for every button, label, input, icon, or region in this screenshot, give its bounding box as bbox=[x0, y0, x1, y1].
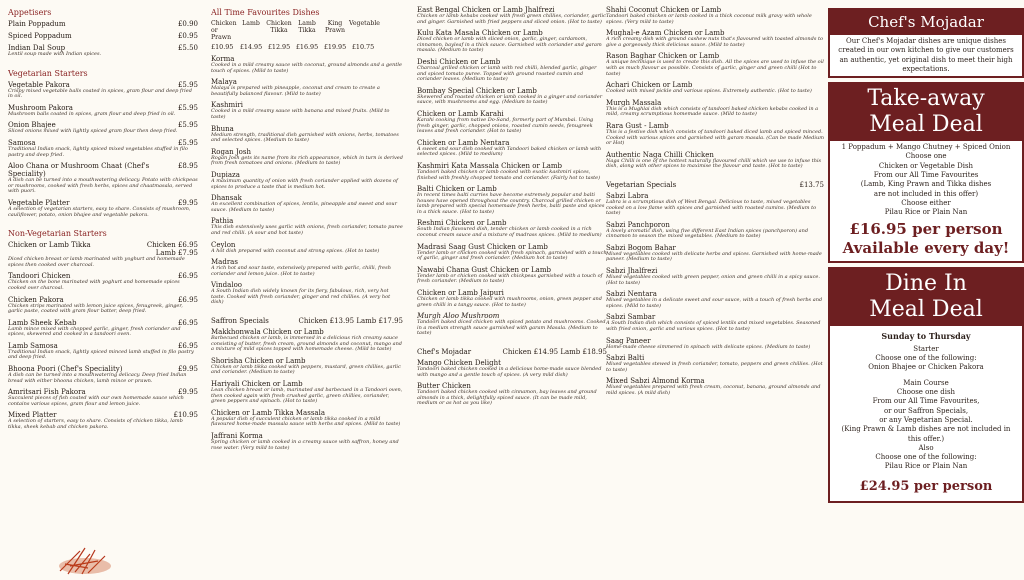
menu-item-name: Rason Baghar Chicken or Lamb bbox=[606, 52, 720, 61]
menu-item-description: Chicken strips marinated with lemon juice spices, fenugreek, ginger, garlic paste, coated with gram flour batter, deep fried. bbox=[8, 302, 183, 315]
price-table-values bbox=[211, 43, 403, 51]
menu-item bbox=[211, 125, 403, 144]
menu-item-name: Reshmi Chicken or Lamb bbox=[417, 219, 507, 228]
menu-item-name: Butter Chicken bbox=[417, 382, 471, 391]
vegsp-title: Vegetarian Specials bbox=[606, 180, 677, 189]
menu-item-price: £9.95 bbox=[177, 388, 198, 397]
menu-item-price: £5.95 bbox=[177, 103, 198, 112]
menu-item-row bbox=[8, 32, 198, 40]
menu-item-description: Lamb mince mixed with chopped garlic, ginger, fresh coriander and spices, skewered and cooked in a tandoori oven. bbox=[8, 325, 181, 338]
menu-item bbox=[211, 171, 403, 190]
deal-line: Main Course bbox=[903, 378, 949, 387]
dinein-days: Sunday to Thursday bbox=[881, 330, 971, 341]
menu-item bbox=[211, 328, 403, 353]
menu-item bbox=[8, 162, 198, 195]
menu-item-name: Chicken or Lamb Karahi bbox=[417, 109, 504, 118]
menu-item-description: A selection of vegetarian starters, easy to share. Consists of mushroom, cauliflower, potato, onion bhajee and vegetable pakora. bbox=[8, 205, 191, 218]
menu-item-description: A South Indian dish which consists of spiced lentils and mixed vegetables. Seasoned with fried onion, garlic and various spices. (Hot to taste) bbox=[606, 320, 821, 333]
menu-item-row bbox=[8, 20, 198, 28]
menu-item-price: £9.95 bbox=[177, 198, 198, 207]
menu-item bbox=[8, 319, 198, 338]
menu-item-name: Onion Bhajee bbox=[8, 121, 56, 130]
menu-item-price: £6.95 bbox=[177, 272, 198, 281]
takeaway-heading bbox=[830, 84, 1022, 141]
price-header: Lamb Tikka bbox=[298, 20, 316, 34]
menu-item-description: Chicken on the bone marinated with yoghurt and homemade spices cooked over charcoal. bbox=[8, 279, 180, 291]
menu-item-description: This is a festive dish which consists of tandoori baked diced lamb and spiced minced. Cooked with various spices and garnished with garam masala. (Can be made Medium or Hot) bbox=[606, 128, 824, 147]
menu-item bbox=[606, 221, 824, 240]
menu-item bbox=[606, 377, 824, 396]
menu-item bbox=[211, 217, 403, 236]
menu-item-name: Aloo Chana or Mushroom Chaat (Chef's Speciality) bbox=[8, 162, 150, 179]
menu-item-name: Chicken or Lamb Tikka Massala bbox=[211, 408, 325, 417]
takeaway-price: £16.95 per person bbox=[849, 219, 1003, 238]
menu-item-description: Lean chicken breast or lamb, marinated and barbecued in a Tandoori oven, then cooked again with fresh crushed garlic, green chillies, coriander, green peppers and spinach. (Hot to taste) bbox=[211, 387, 403, 405]
menu-item-description: A lovely aromatic dish, using five different East Indian spices (panchporon) and cinnamon to season the mixed vegetables. (Medium to taste) bbox=[606, 227, 809, 240]
menu-item bbox=[8, 272, 198, 291]
menu-item-name: Murgh Massala bbox=[606, 98, 662, 107]
deal-line: (King Prawn & Lamb dishes are not included in this offer.) bbox=[841, 425, 1011, 443]
deal-line: are not included in this offer) bbox=[873, 189, 979, 198]
menu-item bbox=[211, 101, 403, 120]
menu-item bbox=[8, 139, 198, 158]
menu-item bbox=[417, 58, 607, 83]
menu-item-name: Plain Poppadum bbox=[8, 20, 66, 28]
menu-item-description: A popular dish of succulent chicken or lamb tikka cooked in a mild flavoured home-made massala sauce with herbs and spices. (Mild to taste) bbox=[211, 415, 401, 428]
menu-item bbox=[8, 296, 198, 315]
menu-item bbox=[417, 29, 607, 54]
menu-item bbox=[8, 20, 198, 28]
section-title-appetisers: Appetisers bbox=[8, 8, 52, 17]
menu-item-name: Vindaloo bbox=[211, 281, 243, 290]
menu-item-name: Sabzi Jhalfrezi bbox=[606, 267, 658, 276]
menu-item-row bbox=[8, 241, 198, 249]
menu-item-name: Authentic Naga Chilli Chicken bbox=[606, 150, 714, 159]
menu-item-name: Mushroom Pakora bbox=[8, 103, 73, 112]
deal-line: Choose one of the following: bbox=[875, 354, 977, 363]
menu-item-description: A maximum quantity of onion with fresh coriander applied with dozens of spices to produce a taste that is medium hot. bbox=[211, 177, 398, 190]
menu-item-description: Tandoori baked chicken or lamb cooked in a thick coconut milk gravy with whole spices. (Very mild to taste) bbox=[606, 13, 812, 25]
menu-item-description: Cooked with mixed pickle and various spices. Extremely authentic. (Hot to taste) bbox=[606, 88, 812, 95]
menu-item-description: Tender lamb or chicken cooked with chickpeas garnished with a touch of fresh coriander. (Medium to taste) bbox=[417, 272, 603, 285]
menu-item-name: Nawabi Chana Gust Chicken or Lamb bbox=[417, 265, 551, 274]
menu-item bbox=[606, 354, 824, 373]
menu-item bbox=[211, 432, 403, 451]
price-value: £19.95 bbox=[323, 43, 347, 51]
dinein-price: £24.95 per person bbox=[859, 478, 993, 494]
menu-item bbox=[211, 78, 403, 97]
price-table-header bbox=[211, 20, 403, 41]
deal-line: Chicken or Vegetable Dish bbox=[878, 161, 974, 170]
menu-item-name: Sabzi Nentara bbox=[606, 290, 657, 299]
menu-item-price: Lamb £7.95 bbox=[155, 249, 198, 258]
deal-line: Choose one bbox=[905, 152, 947, 161]
menu-item-description: Chicken or lamb tikka cooked with peppers, mustard, green chillies, garlic and coriander. (Medium to taste) bbox=[211, 363, 401, 376]
menu-item-name: Indian Dal Soup bbox=[8, 44, 66, 52]
menu-item-description: Sliced onions mixed with lightly spiced gram flour then deep fried. bbox=[8, 128, 178, 135]
menu-item-price: £6.95 bbox=[177, 318, 198, 327]
vegsp-price: £13.75 bbox=[799, 180, 824, 189]
price-header: King Prawn bbox=[324, 20, 346, 34]
menu-item bbox=[606, 151, 824, 170]
saffron-price: Chicken £13.95 Lamb £17.95 bbox=[298, 317, 403, 326]
menu-item-description: Barbecued chicken or lamb, is immersed in a delicious rich creamy sauce consisting of butter, fresh cream, ground almonds and coconut, mango and a mixture of mild spices topped with homemade cheese. (Mild to taste) bbox=[211, 335, 402, 353]
deal-line: Also bbox=[918, 443, 934, 452]
menu-item-description: Diced chicken or lamb with sliced onion, garlic, ginger, cardamom, cinnamon, bayleaf in a thick sauce. Garnished with coriander and garam masala. (Medium to taste) bbox=[417, 36, 602, 54]
menu-item-price: £0.90 bbox=[177, 20, 198, 28]
menu-item bbox=[8, 241, 198, 268]
menu-item-name: Sabzi Balti bbox=[606, 354, 645, 363]
takeaway-lines bbox=[830, 141, 1022, 219]
menu-item-name: East Bengal Chicken or Lamb Jhalfrezi bbox=[417, 6, 555, 14]
dinein-deal-box bbox=[828, 267, 1024, 503]
dinein-title-1: Dine In bbox=[885, 270, 967, 296]
menu-item-description: Naga Chilli is one of the hottest naturally flavoured chilli which we use to infuse this dish, along with other spices to maximise the flavour and taste. (Hot to taste) bbox=[606, 157, 822, 170]
menu-item-price: £5.95 bbox=[177, 138, 198, 147]
menu-item bbox=[211, 357, 403, 376]
menu-item-name: Achari Chicken or Lamb bbox=[606, 81, 693, 90]
dinein-title-2: Meal Deal bbox=[869, 296, 983, 322]
menu-item-description: South Indian flavoured dish, tender chicken or lamb cooked in a rich coconut cream sauce and a mixture of madrass spices. (Mild to medium) bbox=[417, 226, 602, 239]
menu-item-description: In recent times balti curries have become extremely popular and balti houses have opened throughout the country. Charcoal grilled chicken or lamb prepared with special homemade fresh herbs, balti paste and spices in a thick sauce. (Hot to taste) bbox=[417, 192, 605, 215]
deal-line: Onion Bhajee or Chicken Pakora bbox=[868, 363, 984, 372]
menu-item bbox=[606, 192, 824, 217]
menu-item bbox=[606, 313, 824, 332]
menu-item-description: Skewered and roasted chicken or lamb cooked in a ginger and coriander sauce, with mushrooms and egg. (Medium to taste) bbox=[417, 93, 603, 106]
deal-line: or our Saffron Specials, bbox=[883, 406, 969, 415]
menu-item-name: Spiced Poppadum bbox=[8, 32, 72, 40]
deal-line: From our All Time Favourites bbox=[873, 171, 979, 180]
menu-item bbox=[211, 194, 403, 213]
menu-item-name: Sabzi Labra bbox=[606, 191, 649, 200]
section-title-chefs-mojadar bbox=[417, 348, 607, 356]
menu-item-description: Lentil soup made with Indian spices. bbox=[8, 51, 102, 57]
menu-item-price: £9.95 bbox=[177, 365, 198, 374]
menu-item-name: Balti Chicken or Lamb bbox=[417, 185, 497, 194]
price-header: Vegetable bbox=[349, 20, 380, 27]
menu-item-price: £6.95 bbox=[177, 295, 198, 304]
menu-item-price: £6.95 bbox=[177, 341, 198, 350]
chefs-title: Chef's Mojadar bbox=[417, 348, 472, 356]
menu-item-name: Samosa bbox=[8, 138, 36, 147]
menu-item-description: Traditional Indian snack, lightly spiced mixed vegetables stuffed in filo pastry and deep fried. bbox=[8, 145, 188, 158]
menu-item bbox=[211, 380, 403, 405]
menu-item bbox=[606, 267, 824, 286]
menu-item bbox=[606, 81, 824, 95]
menu-item bbox=[417, 219, 607, 238]
menu-item bbox=[417, 6, 607, 25]
menu-item-description: Crispy mixed vegetable balls coated in spices, gram flour and deep fried in oil. bbox=[8, 87, 192, 100]
column-starters bbox=[8, 6, 198, 580]
deal-line: 1 Poppadum + Mango Chutney + Spiced Onion bbox=[841, 143, 1011, 152]
menu-item-name: Mixed Platter bbox=[8, 411, 57, 420]
takeaway-availability: Available every day! bbox=[842, 238, 1010, 257]
menu-item bbox=[606, 29, 824, 48]
deal-line: Choose one dish bbox=[896, 388, 956, 397]
menu-item bbox=[211, 409, 403, 428]
menu-item-description: Chicken or lamb kebabs cooked with fresh green chillies, coriander, garlic and ginger. Garnished with fried peppers and sliced onion. (Hot to taste) bbox=[417, 13, 606, 25]
menu-item-description: A selection of starters, easy to share. Consists of chicken tikka, lamb tikka, sheek kebab and chicken pakora. bbox=[8, 418, 183, 431]
menu-item-name: Dupiaza bbox=[211, 170, 240, 179]
menu-item-price: £5.95 bbox=[177, 121, 198, 130]
menu-item-description: Succulent pieces of fish coated with our own homemade sauce which contains various spices, gram flour and lemon juice. bbox=[8, 395, 184, 407]
menu-item bbox=[211, 148, 403, 167]
menu-item bbox=[8, 44, 198, 58]
menu-item-name: Kashmiri Kata Massala Chicken or Lamb bbox=[417, 161, 563, 170]
menu-item-description: Mixed vegetables stewed in fresh coriander, tomato, peppers and green chillies. (Hot to taste) bbox=[606, 361, 823, 373]
price-header: Chicken Tikka bbox=[266, 20, 292, 34]
menu-item bbox=[417, 266, 607, 285]
price-value: £12.95 bbox=[267, 43, 291, 51]
menu-item bbox=[417, 382, 607, 407]
menu-item-price: £8.95 bbox=[177, 162, 198, 171]
menu-item-name: Chicken or Lamb Nentara bbox=[417, 138, 510, 147]
menu-item bbox=[417, 289, 607, 308]
menu-item-name: Bombay Special Chicken or Lamb bbox=[417, 86, 537, 95]
menu-item-description: Medium strength, traditional dish garnished with onions, herbs, tomatoes and selected spices. (Medium to taste) bbox=[211, 131, 399, 144]
menu-item-name: Sabzi Sambar bbox=[606, 313, 656, 322]
menu-item-description: Cooked in a mild creamy sauce with banana and mixed fruits. (Mild to taste) bbox=[211, 108, 390, 120]
price-header: Lamb bbox=[242, 20, 260, 27]
menu-item bbox=[8, 411, 198, 430]
menu-item-name: Sabzi Panchporon bbox=[606, 220, 670, 229]
menu-item-name: Sabzi Bogom Bahar bbox=[606, 243, 676, 252]
menu-item-description: Diced chicken breast or lamb marinated with yoghurt and homemade spices then cooked over charcoal. bbox=[8, 256, 185, 268]
menu-item-price: £5.95 bbox=[177, 80, 198, 89]
menu-item-name: Deshi Chicken or Lamb bbox=[417, 57, 501, 66]
menu-item-name: Ceylon bbox=[211, 240, 236, 249]
menu-item-name: Amritsari Fish Pakora bbox=[8, 388, 86, 397]
menu-item-description: A dish can be turned into a mouthwatering delicacy. Potato with chickpeas or mushrooms, cooked with fresh herbs, spices and chaatmasala, served with puori. bbox=[8, 177, 198, 195]
price-header: Chicken or Prawn bbox=[211, 20, 237, 41]
chefs-price: Chicken £14.95 Lamb £18.95 bbox=[502, 348, 607, 356]
menu-item-description: Mixed vegetables cooked with delicate herbs and spices. Garnished with home-made paneer. (Medium to taste) bbox=[606, 250, 822, 263]
menu-item-description: A unique technique is used to create this dish. All the spices are used to infuse the oil with as much flavour as possible. Consists of garlic, ginger and green chilli (Hot to taste) bbox=[606, 59, 824, 77]
menu-item-description: Charcoal grilled chicken or lamb with red chilli, blended garlic, ginger and spiced tomato puree. Topped with ground roasted cumin and coriander leaves. (Medium to taste) bbox=[417, 64, 597, 83]
menu-item-name: Vegetable Pakora bbox=[8, 80, 70, 89]
menu-item bbox=[8, 32, 198, 40]
menu-item-name: Bhoona Poori (Chef's Speciality) bbox=[8, 365, 123, 374]
menu-item-name: Makkhonwala Chicken or Lamb bbox=[211, 328, 324, 337]
menu-item bbox=[8, 104, 198, 118]
menu-item-name: Jaffrani Korma bbox=[211, 432, 263, 440]
column-house-dishes bbox=[417, 6, 607, 580]
column-favourites bbox=[211, 6, 403, 580]
menu-item-description: An excellent combination of spices, lentils, pineapple and sweet and sour sauce. (Medium to taste) bbox=[211, 201, 398, 213]
menu-item bbox=[606, 337, 824, 351]
menu-item-description: Home-made cheese simmered in spinach with delicate spices. (Medium to taste) bbox=[606, 343, 811, 350]
menu-item-description: Chicken or lamb tikka cooked with mushrooms, onion, green pepper and green chilli in a tangy sauce. (Hot to taste) bbox=[417, 296, 602, 308]
menu-item-name: Lamb Samosa bbox=[8, 341, 58, 350]
menu-item-description: Karahi cooking from native Do-Sand, formerly part of Mumbai. Using fresh ginger, garlic, chopped onions, roasted cumin seeds, fenugreek leaves and fresh coriander. (Hot to taste) bbox=[417, 116, 594, 135]
deal-line: Pilau Rice or Plain Nan bbox=[884, 208, 968, 217]
menu-item bbox=[606, 52, 824, 77]
menu-item-description: Traditional Indian snack, lightly spiced minced lamb stuffed in filo pastry and deep fried. bbox=[8, 348, 194, 361]
takeaway-deal-box bbox=[828, 82, 1024, 262]
menu-item-row bbox=[8, 162, 198, 178]
menu-item bbox=[8, 388, 198, 407]
menu-item-name: Mango Chicken Delight bbox=[417, 359, 501, 367]
menu-item bbox=[417, 185, 607, 215]
deal-line: Pilau Rice or Plain Nan bbox=[884, 462, 968, 471]
menu-item bbox=[211, 55, 403, 74]
menu-item-name: Malaya bbox=[211, 78, 237, 87]
menu-item-name: Murgh Aloo Mushroom bbox=[417, 312, 500, 321]
menu-item-name: Saag Paneer bbox=[606, 336, 651, 345]
menu-item-description: Rogan Josh gets its name from its rich appearance, which in turn is derived from fresh tomatoes and onions. (Medium to taste) bbox=[211, 154, 403, 167]
chefs-mojadar-heading: Chef's Mojadar bbox=[830, 10, 1022, 35]
deal-line: Starter bbox=[913, 344, 939, 353]
menu-item-name: Madras bbox=[211, 258, 238, 267]
menu-item bbox=[417, 359, 607, 378]
menu-item-name: Shahi Coconut Chicken or Lamb bbox=[606, 6, 722, 14]
menu-item bbox=[606, 6, 824, 25]
takeaway-title-1: Take-away bbox=[867, 86, 985, 112]
menu-item-description: Spring chicken or lamb cooked in a creamy sauce with saffron, honey and rose water. (Very mild to taste) bbox=[211, 439, 399, 451]
menu-item-description: Tender lamb or chicken cooked with fresh spinach, garnished with a touch of garlic, ginger and fresh coriander. (Medium hot to taste) bbox=[417, 249, 607, 262]
menu-item bbox=[8, 199, 198, 218]
menu-item-name: Rogan Josh bbox=[211, 147, 251, 156]
deal-line: Choose either bbox=[901, 198, 951, 207]
menu-item-description: A rich hot and sour taste, extensively prepared with garlic, chilli, fresh coriander and lemon juice. (Hot to taste) bbox=[211, 265, 391, 277]
menu-item bbox=[606, 99, 824, 118]
menu-item bbox=[417, 312, 607, 337]
menu-item bbox=[606, 244, 824, 263]
menu-item-name: Hariyali Chicken or Lamb bbox=[211, 380, 303, 389]
menu-item-name: Pathia bbox=[211, 217, 234, 226]
menu-item bbox=[211, 281, 403, 306]
menu-item-name: Shorisha Chicken or Lamb bbox=[211, 356, 306, 365]
menu-item-description: Mixed vegetables cooked with green pepper, onion and green chilli in a spicy sauce. (Hot to taste) bbox=[606, 274, 820, 286]
menu-item-price: £10.95 bbox=[173, 411, 198, 420]
menu-item-name: Mixed Sabzi Almond Korma bbox=[606, 377, 705, 386]
section-title-favourites: All Time Favourites Dishes bbox=[211, 8, 320, 17]
menu-item bbox=[417, 87, 607, 106]
section-title-saffron bbox=[211, 317, 403, 325]
saffron-spice-icon bbox=[50, 536, 120, 576]
menu-item-name: Madrasi Saag Gust Chicken or Lamb bbox=[417, 242, 548, 251]
menu-item-description: This is a Mughlai dish which consists of tandoori baked chicken kebabs cooked in a mild, creamy scrumptious homemade sauce. (Mild to taste) bbox=[606, 105, 819, 118]
menu-item-description: A sweet and sour dish cooked with Tandoori baked chicken or lamb with selected spices. (Mild to medium) bbox=[417, 145, 602, 158]
menu-item-description: Malaya is prepared with pineapple, coconut and cream to create a beautifully balanced flavour. (Mild to taste) bbox=[211, 85, 380, 97]
menu-item-description: Mixed vegetables prepared with fresh cream, coconut, banana, ground almonds and mild spices. (A mild dish) bbox=[606, 384, 821, 396]
price-value: £10.95 bbox=[211, 43, 234, 51]
menu-item-description: A rich creamy dish with ground cashew nuts that's flavoured with toasted almonds to give a gorgeously thick delicious sauce. (Mild to taste) bbox=[606, 36, 823, 48]
menu-item-description: Tandoori baked chicken cooked with cinnamon, bay leaves and ground almonds in a thick, delightfully spiced sauce. (It can be made mild, medium or as hot as you like) bbox=[417, 389, 597, 407]
menu-item-name: Mughal-e Azam Chicken or Lamb bbox=[606, 29, 725, 38]
menu-item-name: Kulu Kata Masala Chicken or Lamb bbox=[417, 29, 543, 38]
menu-item-description: Tandoori baked chicken cooked in a delicious home-made sauce blended with mango and a gentle touch of spices. (A very mild dish) bbox=[417, 366, 602, 378]
menu-item-description: Tandoori baked diced chicken with spiced potato and mushrooms. Cooked in a medium strength sauce garnished with garam Masala. (Medium to taste) bbox=[417, 319, 606, 337]
menu-item-description: A South Indian dish widely known for its fiery, fabulous, rich, very hot taste. Cooked with fresh coriander, ginger and red chillies. (A very hot dish) bbox=[211, 288, 391, 306]
chefs-mojadar-box bbox=[828, 8, 1024, 78]
menu-item bbox=[8, 342, 198, 361]
section-title-veg-starters: Vegetarian Starters bbox=[8, 68, 88, 78]
price-value: £16.95 bbox=[295, 43, 319, 51]
saffron-title: Saffron Specials bbox=[211, 317, 269, 326]
menu-item bbox=[417, 243, 607, 262]
menu-item-price: Chicken £6.95 bbox=[146, 241, 198, 250]
menu-item-description: A hot dish prepared with coconut and strong spices. (Hot to taste) bbox=[211, 247, 380, 254]
deal-line: (Lamb, King Prawn and Tikka dishes bbox=[860, 180, 992, 189]
menu-item-name: Lamb Sheek Kebab bbox=[8, 318, 77, 327]
menu-item bbox=[211, 241, 403, 255]
menu-item-name: Dhansak bbox=[211, 194, 242, 203]
chefs-mojadar-text: Our Chef's Mojadar dishes are unique dishes created in our own kitchen to give our customers an authentic, yet original dish to meet their high expectations. bbox=[838, 37, 1014, 73]
menu-item bbox=[8, 121, 198, 135]
menu-item bbox=[417, 139, 607, 158]
price-value: £10.75 bbox=[351, 43, 375, 51]
menu-item-name: Rara Gust - Lamb bbox=[606, 121, 669, 130]
deal-line: From our All Time Favourites, bbox=[872, 397, 980, 406]
menu-item-name: Chicken Pakora bbox=[8, 295, 64, 304]
dinein-lines bbox=[830, 343, 1022, 474]
menu-item-description: Cooked in a mild creamy sauce with coconut, ground almonds and a gentle touch of spices. (Mild to taste) bbox=[211, 62, 402, 74]
menu-item-name: Chicken or Lamb Jaipuri bbox=[417, 289, 504, 298]
menu-item-name: Kashmiri bbox=[211, 101, 243, 110]
deal-line: or any Vegetarian Special. bbox=[879, 415, 973, 424]
menu-item bbox=[606, 290, 824, 309]
menu-item-price: £0.95 bbox=[177, 32, 198, 40]
menu-item-description: Mixed vegetables in a delicate sweet and sour sauce, with a touch of fresh herbs and spices. (Mild to taste) bbox=[606, 297, 823, 309]
price-value: £14.95 bbox=[239, 43, 263, 51]
menu-item-name: Vegetable Platter bbox=[8, 198, 70, 207]
dinein-heading bbox=[830, 269, 1022, 326]
menu-item-description: This dish extensively uses garlic with onions, fresh coriander, tomato puree and red chilli. (A sour and hot taste) bbox=[211, 224, 403, 236]
takeaway-title-2: Meal Deal bbox=[869, 112, 983, 138]
menu-item-description: Mushroom balls coated in spices, gram flour and deep fried in oil. bbox=[8, 110, 176, 117]
menu-item bbox=[606, 122, 824, 147]
menu-item bbox=[8, 81, 198, 100]
section-title-veg-specials bbox=[606, 181, 824, 189]
menu-item-price: £5.50 bbox=[177, 44, 198, 52]
menu-item bbox=[417, 110, 607, 135]
menu-item-description: Tandoori baked chicken or lamb cooked with exotic kashmiri spices, finished with freshly chopped tomato and coriander. (Fairly hot to taste) bbox=[417, 168, 601, 181]
menu-item bbox=[211, 258, 403, 277]
menu-item-name: Tandoori Chicken bbox=[8, 272, 71, 281]
column-specials bbox=[606, 6, 824, 580]
menu-item-description: Labra is a scrumptious dish of West Bengal. Delicious to taste, mixed vegetables cooked on a low flame with spices and garnished with roasted cumins. (Medium to taste) bbox=[606, 198, 817, 217]
column-meal-deals bbox=[828, 8, 1024, 580]
menu-item-description: A dish can be turned into a mouthwatering delicacy. Deep fried Indian bread with either bhoona chicken, lamb mince or prawn. bbox=[8, 372, 187, 384]
menu-item bbox=[417, 162, 607, 181]
menu-item-name: Chicken or Lamb Tikka bbox=[8, 241, 91, 250]
menu-item bbox=[8, 365, 198, 384]
deal-line: Choose one of the following: bbox=[875, 453, 977, 462]
menu-item-name: Korma bbox=[211, 55, 235, 63]
section-title-nonveg-starters: Non-Vegetarian Starters bbox=[8, 229, 107, 239]
menu-item-name: Bhuna bbox=[211, 124, 234, 133]
